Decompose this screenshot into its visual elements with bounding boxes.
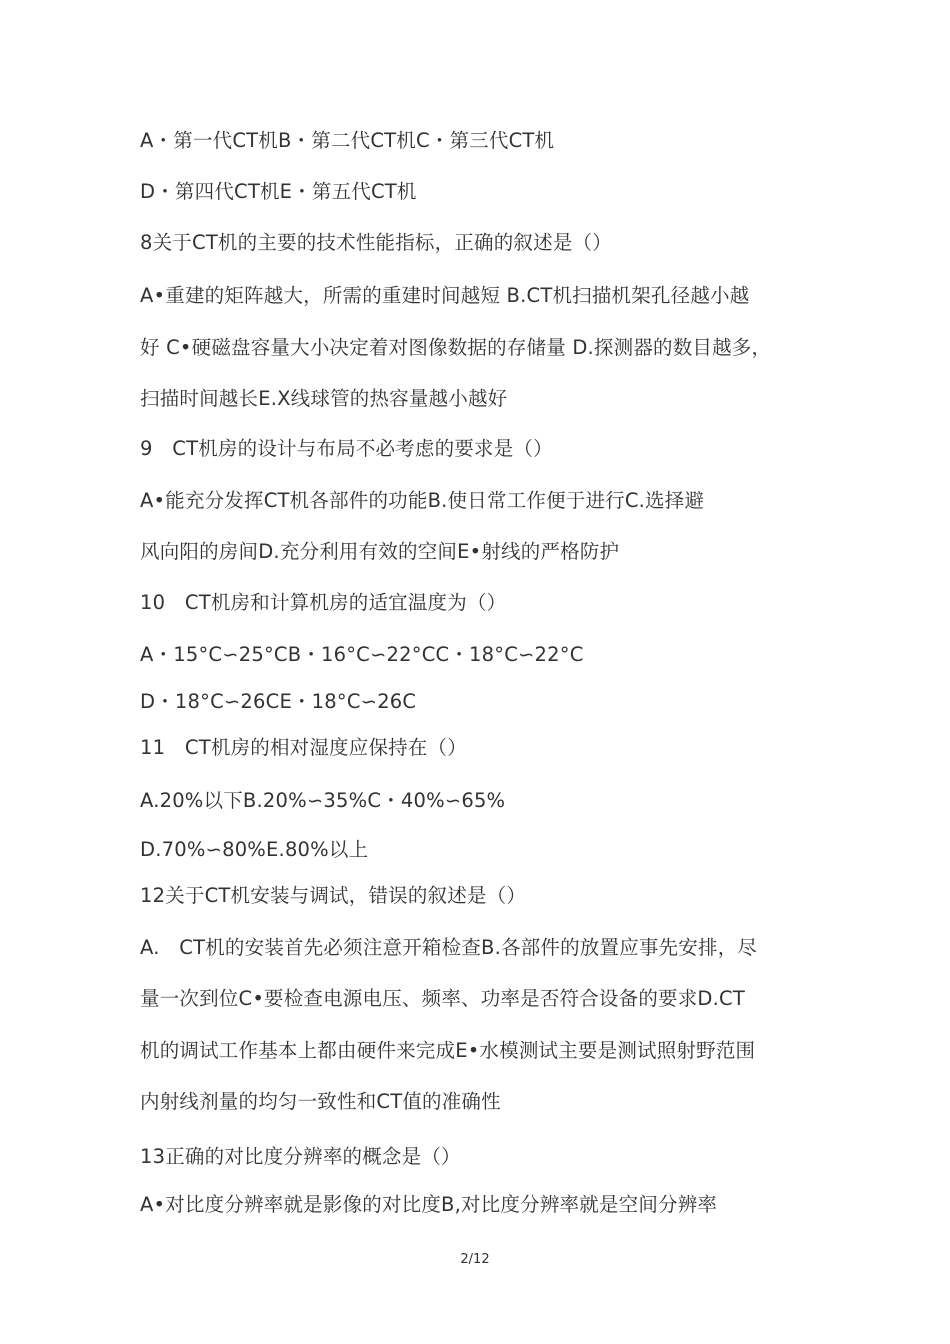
question-10: 10 CT机房和计算机房的适宜温度为（）: [140, 591, 507, 614]
text-line: 机的调试工作基本上都由硬件来完成E•水模测试主要是测试照射野范围: [140, 1039, 756, 1062]
text-line: A•能充分发挥CT机各部件的功能B.使日常工作便于进行C.选择避: [140, 489, 705, 512]
text-line: 内射线剂量的均匀一致性和CT值的准确性: [140, 1090, 501, 1113]
question-8: 8关于CT机的主要的技术性能指标，正确的叙述是（）: [140, 231, 612, 254]
question-9: 9 CT机房的设计与布局不必考虑的要求是（）: [140, 437, 553, 460]
text-line: 扫描时间越长E.X线球管的热容量越小越好: [140, 387, 508, 410]
text-line: A・第一代CT机B・第二代CT机C・第三代CT机: [140, 129, 555, 152]
question-12: 12关于CT机安装与调试，错误的叙述是（）: [140, 884, 527, 907]
page-number: 2/12: [460, 1252, 490, 1267]
question-11: 11 CT机房的相对湿度应保持在（）: [140, 736, 467, 759]
text-line: 好 C•硬磁盘容量大小决定着对图像数据的存储量 D.探测器的数目越多，: [140, 336, 772, 359]
text-line: A•重建的矩阵越大，所需的重建时间越短 B.CT机扫描机架孔径越小越: [140, 284, 750, 307]
text-line: A•对比度分辨率就是影像的对比度B,对比度分辨率就是空间分辨率: [140, 1193, 718, 1216]
text-line: D.70%∽80%E.80%以上: [140, 838, 369, 861]
text-line: D・第四代CT机E・第五代CT机: [140, 180, 417, 203]
text-line: A・15°C∽25°CB・16°C∽22°CC・18°C∽22°C: [140, 643, 584, 666]
text-line: D・18°C∽26CE・18°C∽26C: [140, 690, 417, 713]
question-13: 13正确的对比度分辨率的概念是（）: [140, 1145, 461, 1168]
text-line: A.20%以下B.20%∽35%C・40%∽65%: [140, 789, 506, 812]
text-line: 量一次到位C•要检查电源电压、频率、功率是否符合设备的要求D.CT: [140, 987, 745, 1010]
text-line: 风向阳的房间D.充分利用有效的空间E•射线的严格防护: [140, 540, 620, 563]
text-line: A. CT机的安装首先必须注意开箱检查B.各部件的放置应事先安排，尽: [140, 936, 758, 959]
